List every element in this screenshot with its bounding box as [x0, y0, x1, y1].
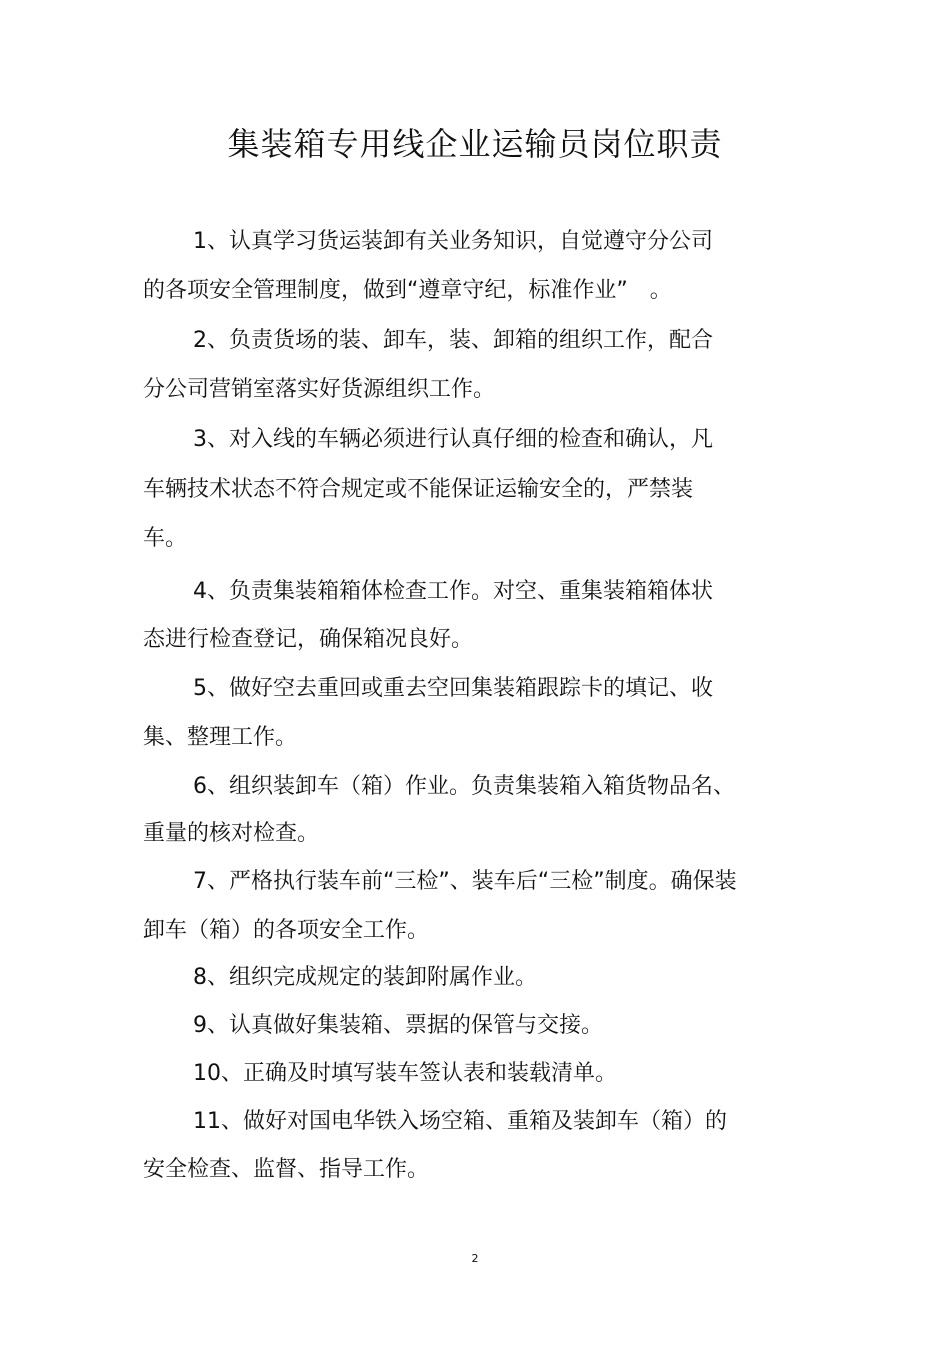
item-7-line-1: 7、严格执行装车前“三检”、装车后“三检”制度。确保装 — [193, 869, 737, 894]
item-1-line-1: 1、认真学习货运装卸有关业务知识，自觉遵守分公司 — [193, 229, 713, 254]
item-7-line-2: 卸车（箱）的各项安全工作。 — [143, 918, 430, 943]
item-3-line-2: 车辆技术状态不符合规定或不能保证运输安全的，严禁装 — [143, 477, 694, 502]
item-5-line-2: 集、整理工作。 — [143, 725, 298, 750]
item-1-line-2: 的各项安全管理制度，做到“遵章守纪，标准作业” 。 — [143, 278, 672, 303]
item-9-line-1: 9、认真做好集装箱、票据的保管与交接。 — [193, 1013, 603, 1038]
document-title: 集装箱专用线企业运输员岗位职责 — [227, 125, 723, 163]
page-number: 2 — [471, 1252, 479, 1265]
item-11-line-1: 11、做好对国电华铁入场空箱、重箱及装卸车（箱）的 — [193, 1109, 727, 1134]
item-5-line-1: 5、做好空去重回或重去空回集装箱跟踪卡的填记、收 — [193, 676, 713, 701]
item-3-line-1: 3、对入线的车辆必须进行认真仔细的检查和确认，凡 — [193, 427, 713, 452]
item-10-line-1: 10、正确及时填写装车签认表和装载清单。 — [193, 1061, 617, 1086]
item-11-line-2: 安全检查、监督、指导工作。 — [143, 1157, 430, 1182]
item-8-line-1: 8、组织完成规定的装卸附属作业。 — [193, 965, 537, 990]
item-2-line-1: 2、负责货场的装、卸车，装、卸箱的组织工作，配合 — [193, 328, 713, 353]
item-2-line-2: 分公司营销室落实好货源组织工作。 — [143, 377, 496, 402]
item-3-line-3: 车。 — [143, 526, 188, 551]
item-4-line-2: 态进行检查登记，确保箱况良好。 — [143, 627, 474, 652]
item-6-line-2: 重量的核对检查。 — [143, 821, 320, 846]
item-4-line-1: 4、负责集装箱箱体检查工作。对空、重集装箱箱体状 — [193, 579, 713, 604]
item-6-line-1: 6、组织装卸车（箱）作业。负责集装箱入箱货物品名、 — [193, 774, 735, 799]
